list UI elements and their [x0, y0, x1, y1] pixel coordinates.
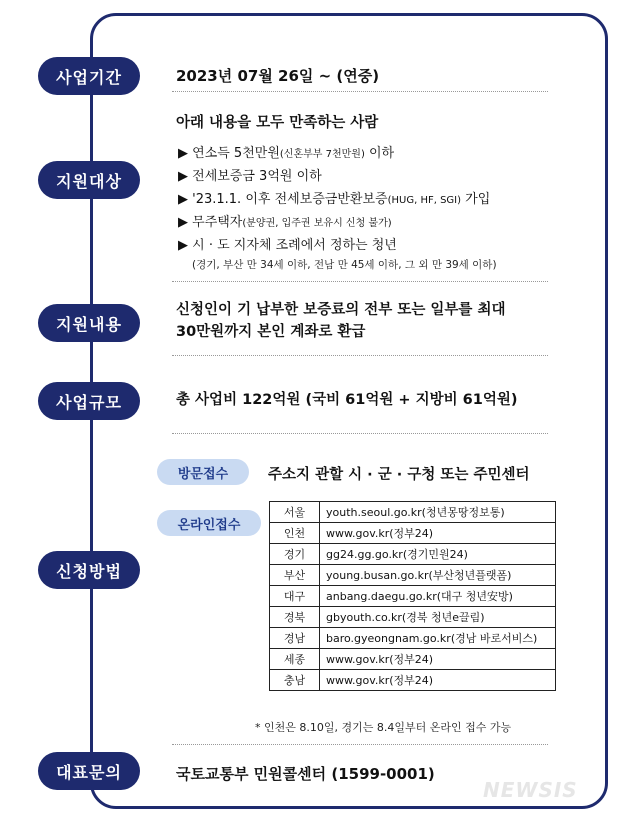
bullet-detail-text: (신혼부부 7천만원)	[279, 149, 365, 160]
support-line-1: 신청인이 기 납부한 보증료의 전부 또는 일부를 최대	[176, 302, 506, 318]
target-age-note: (경기, 부산 만 34세 이하, 전남 만 45세 이하, 그 외 만 39세 이하)	[192, 259, 497, 271]
region-cell: 부산	[270, 565, 320, 586]
label-scale: 사업규모	[38, 382, 140, 420]
table-row	[270, 544, 556, 565]
site-cell: young.busan.go.kr(부산청년플랫폼)	[320, 565, 556, 586]
target-bullet	[178, 165, 322, 184]
region-cell: 대구	[270, 586, 320, 607]
table-row	[270, 586, 556, 607]
scale-text: 총 사업비 122억원 (국비 61억원 + 지방비 61억원)	[176, 392, 518, 408]
target-bullet	[178, 234, 397, 253]
target-bullet	[178, 142, 394, 161]
divider	[172, 91, 548, 92]
site-cell: youth.seoul.go.kr(청년몽땅정보통)	[320, 502, 556, 523]
label-apply: 신청방법	[38, 551, 140, 589]
divider	[172, 433, 548, 434]
online-site-table	[269, 501, 556, 691]
bullet-suffix-text: 가입	[461, 192, 491, 207]
online-footnote: * 인천은 8.10일, 경기는 8.4일부터 온라인 접수 가능	[255, 721, 512, 734]
table-row	[270, 628, 556, 649]
period-text: 2023년 07월 26일 ~ (연중)	[176, 67, 380, 85]
site-cell: www.gov.kr(정부24)	[320, 523, 556, 544]
site-cell: baro.gyeongnam.go.kr(경남 바로서비스)	[320, 628, 556, 649]
label-contact: 대표문의	[38, 752, 140, 790]
visit-chip: 방문접수	[157, 459, 249, 485]
site-cell: gbyouth.co.kr(경북 청년e끌림)	[320, 607, 556, 628]
region-cell: 서울	[270, 502, 320, 523]
contact-text: 국토교통부 민원콜센터 (1599-0001)	[176, 765, 435, 783]
site-cell: anbang.daegu.go.kr(대구 청년安방)	[320, 586, 556, 607]
support-line-2: 30만원까지 본인 계좌로 환급	[176, 324, 366, 340]
region-cell: 세종	[270, 649, 320, 670]
table-row	[270, 607, 556, 628]
site-cell: www.gov.kr(정부24)	[320, 670, 556, 691]
site-cell: www.gov.kr(정부24)	[320, 649, 556, 670]
bullet-main-text: ▶ '23.1.1. 이후 전세보증금반환보증	[178, 192, 388, 207]
table-row	[270, 502, 556, 523]
label-period: 사업기간	[38, 57, 140, 95]
visit-text: 주소지 관할 시 · 군 · 구청 또는 주민센터	[268, 467, 530, 483]
table-row	[270, 523, 556, 544]
online-chip: 온라인접수	[157, 510, 261, 536]
target-heading: 아래 내용을 모두 만족하는 사람	[176, 115, 379, 131]
newsis-watermark: NEWSIS	[483, 778, 578, 802]
target-bullet	[178, 188, 490, 207]
bullet-main-text: ▶ 시 · 도 지자체 조례에서 정하는 청년	[178, 238, 397, 253]
label-target: 지원대상	[38, 161, 140, 199]
region-cell: 인천	[270, 523, 320, 544]
table-row	[270, 565, 556, 586]
site-cell: gg24.gg.go.kr(경기민원24)	[320, 544, 556, 565]
region-cell: 경남	[270, 628, 320, 649]
divider	[172, 744, 548, 745]
table-row	[270, 670, 556, 691]
divider	[172, 281, 548, 282]
bullet-suffix-text: 이하	[364, 146, 395, 161]
bullet-detail-text: (분양권, 입주권 보유시 신청 불가)	[242, 218, 392, 229]
bullet-main-text: ▶ 연소득 5천만원	[178, 146, 280, 161]
region-cell: 경기	[270, 544, 320, 565]
target-bullet	[178, 211, 392, 230]
region-cell: 충남	[270, 670, 320, 691]
bullet-main-text: ▶ 전세보증금 3억원 이하	[178, 169, 322, 184]
table-row	[270, 649, 556, 670]
bullet-detail-text: (HUG, HF, SGI)	[387, 195, 462, 206]
divider	[172, 355, 548, 356]
label-support: 지원내용	[38, 304, 140, 342]
bullet-main-text: ▶ 무주택자	[178, 215, 243, 230]
region-cell: 경북	[270, 607, 320, 628]
